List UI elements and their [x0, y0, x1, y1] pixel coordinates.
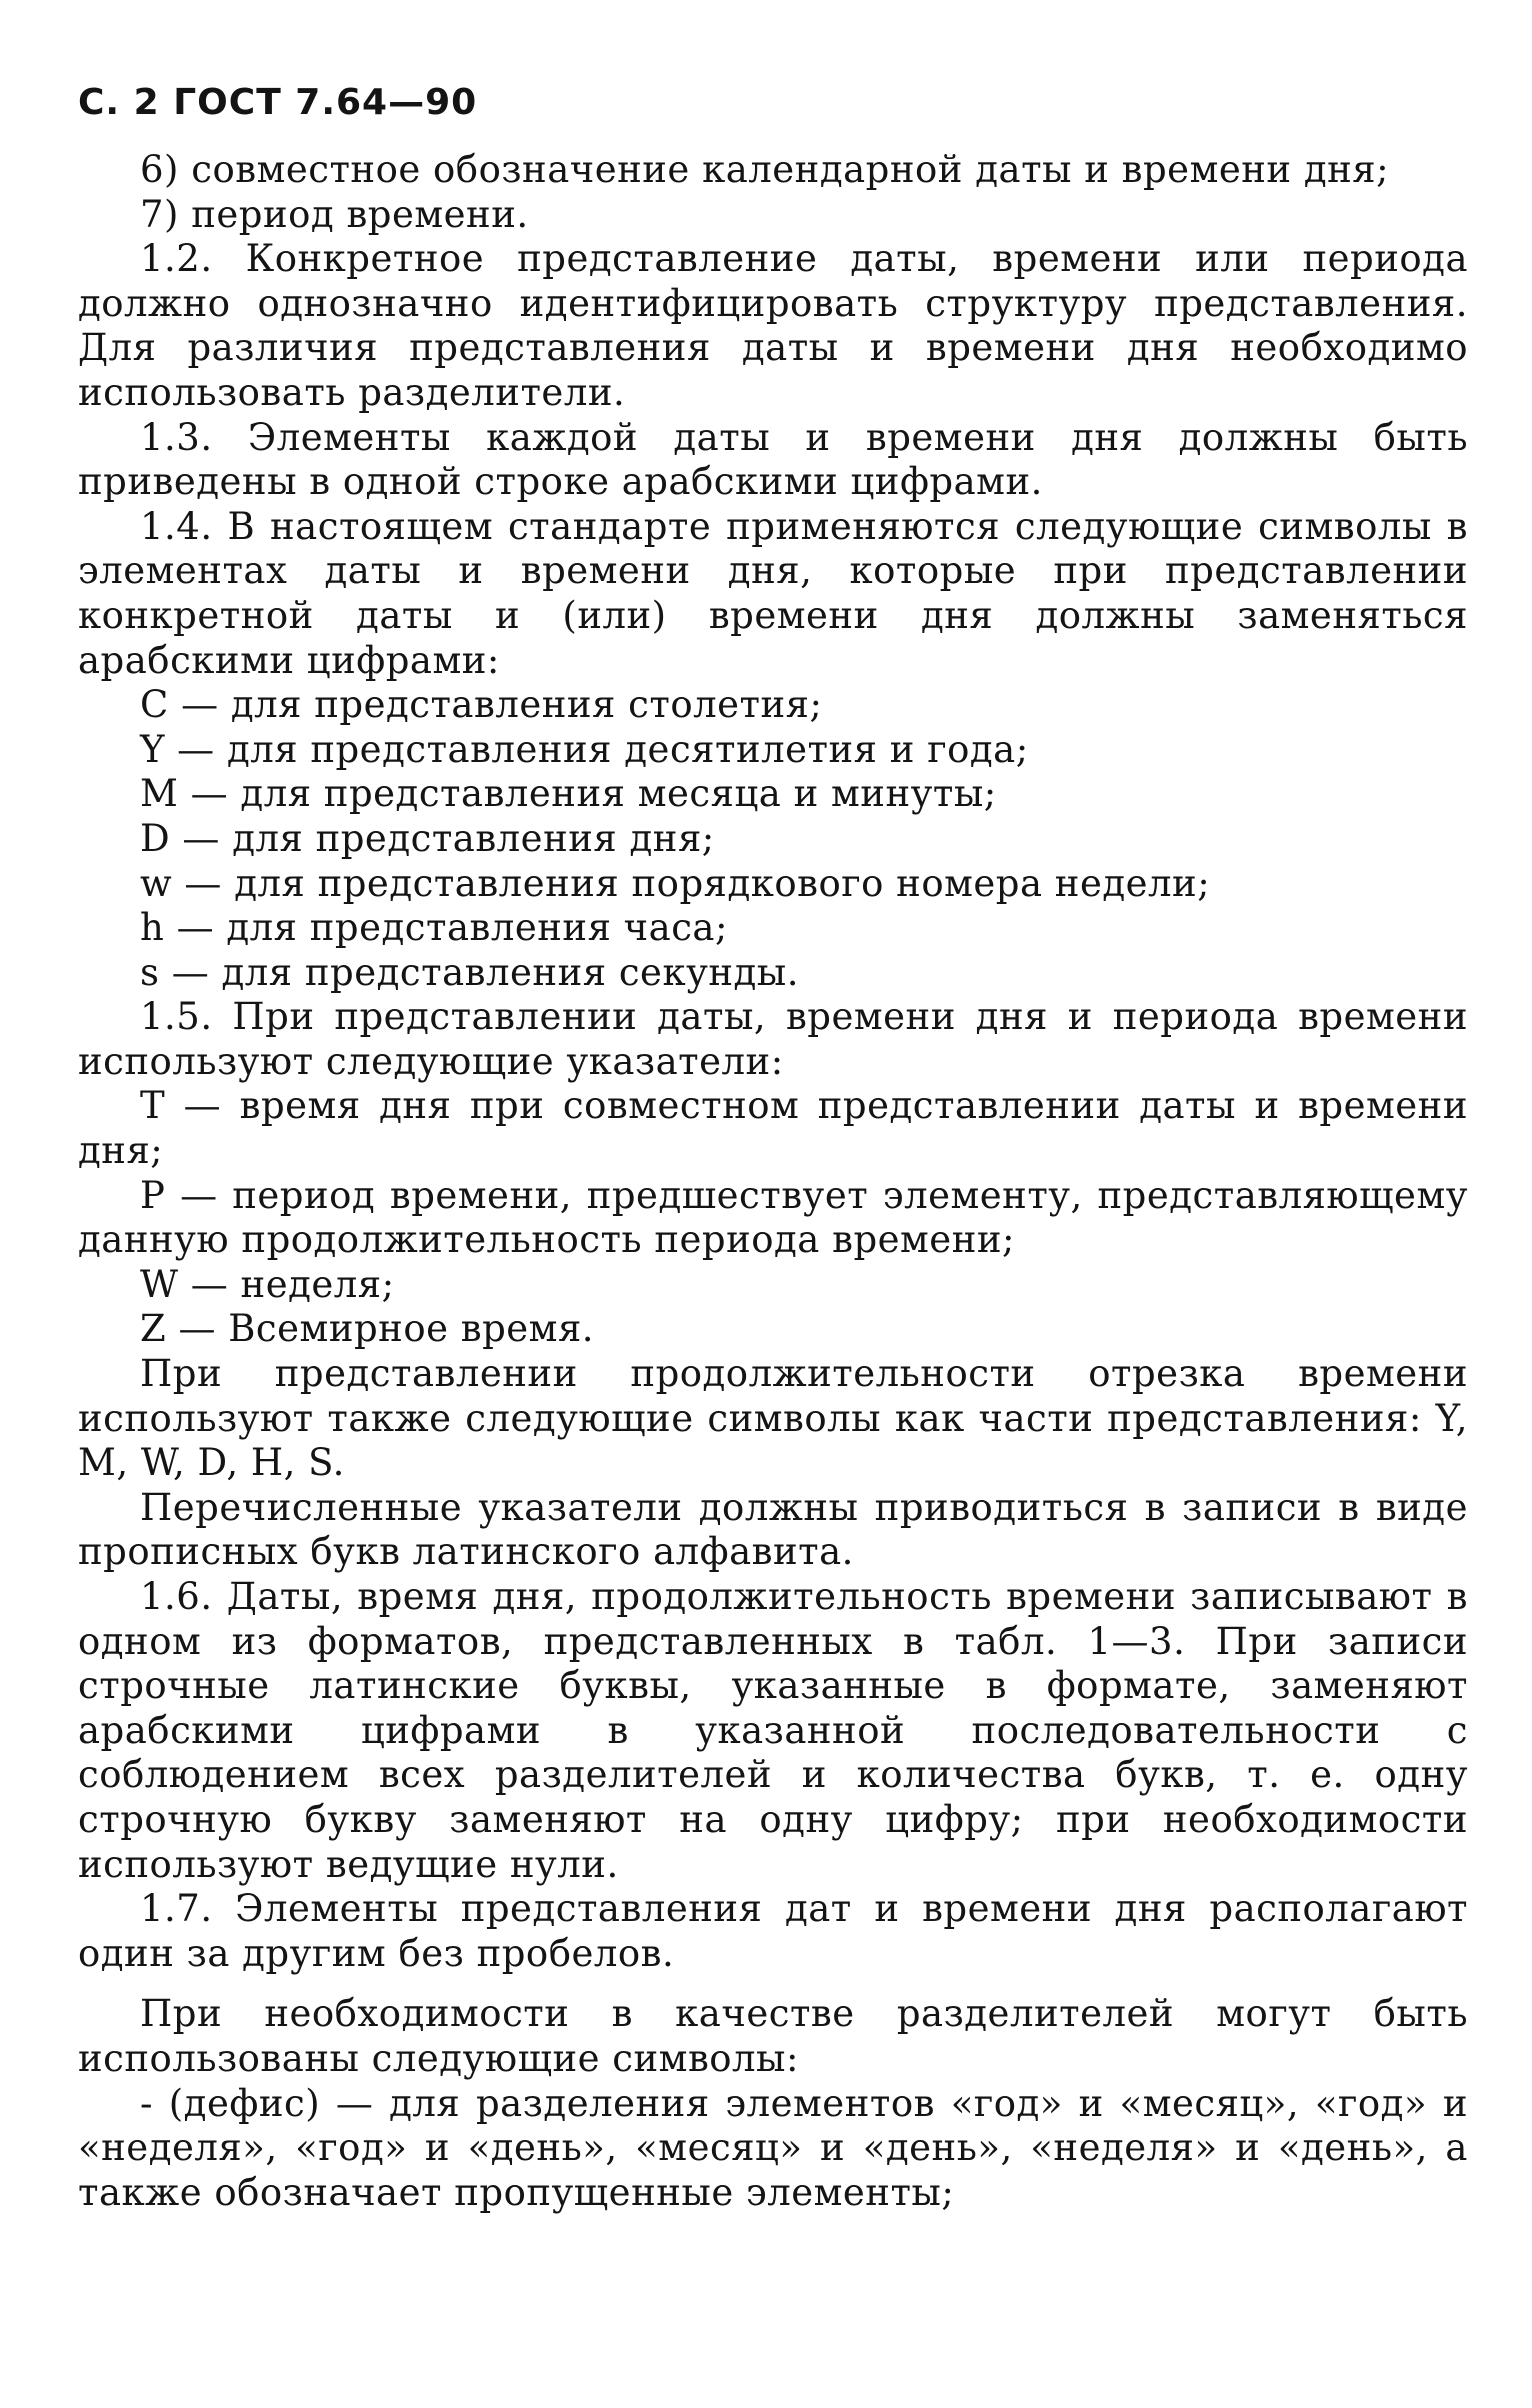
symbol-century: C — для представления столетия; [140, 683, 823, 727]
clause-1-7: 1.7. Элементы представления дат и времени дня располагают один за другим без пробелов. [78, 1887, 1468, 1975]
standard-designation: ГОСТ 7.64—90 [173, 82, 478, 123]
symbol-second: s — для представления секунды. [140, 950, 799, 994]
list-item-6: 6) совместное обозначение календарной даты и времени дня; [140, 148, 1390, 191]
designator-z: Z — Всемирное время. [140, 1307, 595, 1351]
designator-w: W — неделя; [140, 1262, 395, 1306]
clause-1-4: 1.4. В настоящем стандарте применяются следующие символы в элементах даты и времени дня, которые при представлении конкретной даты и (или) времени дня должны заменяться арабскими цифрами: [78, 504, 1468, 682]
designators-note: Перечисленные указатели должны приводиться в записи в виде прописных букв латинского алфавита. [78, 1485, 1468, 1574]
symbol-week: w — для представления порядкового номера недели; [140, 861, 1211, 905]
designator-p: P — период времени, предшествует элементу, представляющему данную продолжительность периода времени; [78, 1173, 1468, 1262]
page-header [78, 78, 1468, 148]
list-item-7: 7) период времени. [140, 192, 529, 236]
clause-1-6: 1.6. Даты, время дня, продолжительность времени записывают в одном из форматов, представленных в табл. 1—3. При записи строчные латинские буквы, указанные в формате, заменяют арабскими цифрами в указанной последовательности с соблюдением всех разделителей и количества букв, т. е. одну строчную букву заменяют на одну цифру; при необходимости используют ведущие нули. [78, 1575, 1468, 1886]
clause-1-5: 1.5. При представлении даты, времени дня и периода времени используют следующие указатели: [78, 995, 1468, 1083]
symbol-month-minute: M — для представления месяца и минуты; [140, 772, 997, 816]
clause-1-2: 1.2. Конкретное представление даты, времени или периода должно однозначно идентифицировать структуру представления. Для различия представления даты и времени дня необходимо использовать разделители. [78, 237, 1468, 414]
symbol-year: Y — для представления десятилетия и года; [140, 727, 1029, 771]
page-number: С. 2 [78, 82, 160, 123]
designator-t: T — время дня при совместном представлении даты и времени дня; [78, 1084, 1468, 1173]
separator-hyphen: - (дефис) — для разделения элементов «год» и «месяц», «год» и «неделя», «год» и «день», «месяц» и «день», «неделя» и «день», а также обозначает пропущенные элементы; [78, 2081, 1468, 2214]
document-body [78, 148, 1468, 2215]
page [78, 78, 1468, 2215]
duration-symbols-paragraph: При представлении продолжительности отрезка времени используют также следующие символы как части представления: Y, M, W, D, H, S. [78, 1352, 1468, 1485]
separators-intro: При необходимости в качестве разделителей могут быть использованы следующие символы: [78, 1992, 1468, 2080]
symbol-day: D — для представления дня; [140, 816, 715, 860]
symbol-hour: h — для представления часа; [140, 906, 728, 950]
clause-1-3: 1.3. Элементы каждой даты и времени дня должны быть приведены в одной строке арабскими цифрами. [78, 415, 1468, 504]
